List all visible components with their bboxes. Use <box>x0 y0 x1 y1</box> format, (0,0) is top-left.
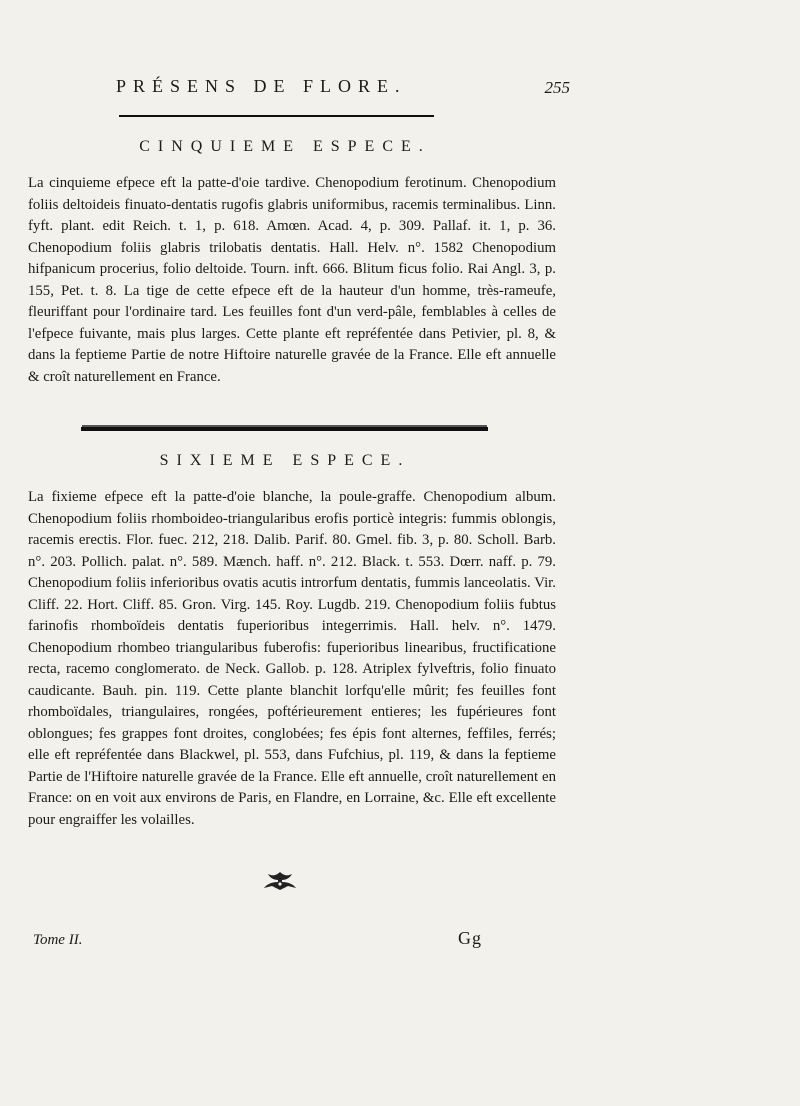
signature-mark: Gg <box>458 928 482 948</box>
printer-ornament-icon <box>258 870 302 892</box>
section-divider <box>81 427 488 431</box>
header-rule <box>119 115 434 117</box>
page-number: 255 <box>544 78 570 97</box>
running-head: PRÉSENS DE FLORE. <box>116 76 407 96</box>
section-text-cinquieme: La cinquieme efpece eft la patte-d'oie tardive. Chenopodium ferotinum. Chenopodium foliis deltoideis finuato-dentatis rugofis glabris uniformibus, racemis terminalibus. Linn. fyft. plant. edit Reich. t. 1, p. 618. Amœn. Acad. 4, p. 309. Pallaf. it. 1, p. 36. Chenopodium foliis glabris trilobatis dentatis. Hall. Helv. n°. 1582 Chenopodium hifpanicum procerius, folio deltoide. Tourn. inft. 666. Blitum ficus folio. Rai Angl. 3, p. 155, Pet. t. 8. La tige de cette efpece eft de la hauteur d'un homme, très-rameufe, fleuriffant pour l'ordinaire tard. Les feuilles font d'un verd-pâle, femblables à celles de l'efpece fuivante, mais plus larges. Cette plante eft repréfentée dans Petivier, pl. 8, & dans la feptieme Partie de notre Hiftoire naturelle gravée de la France. Elle eft annuelle & croît naturellement en France. <box>28 175 556 385</box>
section-heading-cinquieme: CINQUIEME ESPECE. <box>139 138 431 155</box>
section-text-sixieme: La fixieme efpece eft la patte-d'oie blanche, la poule-graffe. Chenopodium album. Chenopodium foliis rhomboideo-triangularibus erofis porticè integris: fummis oblongis, racemis erectis. Flor. fuec. 212, 218. Dalib. Parif. 80. Gmel. fib. 3, p. 80. Scholl. Barb. n°. 203. Pollich. palat. n°. 589. Mænch. haff. n°. 212. Black. t. 553. Dœrr. naff. p. 79. Chenopodium foliis inferioribus ovatis acutis introrfum dentatis, fummis lanceolatis. Vir. Cliff. 22. Hort. Cliff. 85. Gron. Virg. 145. Roy. Lugdb. 219. Chenopodium foliis fubtus farinofis rhomboïdeis dentatis fuperioribus integerrimis. Hall. helv. n°. 1479. Chenopodium rhombeo triangularibus fuberofis: fuperioribus linearibus, fructificatione recta, racemo conglomerato. de Neck. Gallob. p. 128. Atriplex fylveftris, folio finuato caudicante. Bauh. pin. 119. Cette plante blanchit lorfqu'elle mûrit; fes feuilles font rhomboïdales, triangulaires, rongées, poftérieurement entieres; les fupérieures font oblongues; fes grappes font droites, conglobées; fes épis font alternes, feffiles, ferrés; elle eft repréfentée dans Blackwel, pl. 553, dans Fufchius, pl. 119, & dans la feptieme Partie de l'Hiftoire naturelle gravée de la France. Elle eft annuelle, croît naturellement en France: on en voit aux environs de Paris, en Flandre, en Lorraine, &c. Elle eft excellente pour engraiffer les volailles. <box>28 489 556 828</box>
volume-label: Tome II. <box>33 932 83 948</box>
section-heading-sixieme: SIXIEME ESPECE. <box>159 452 411 469</box>
